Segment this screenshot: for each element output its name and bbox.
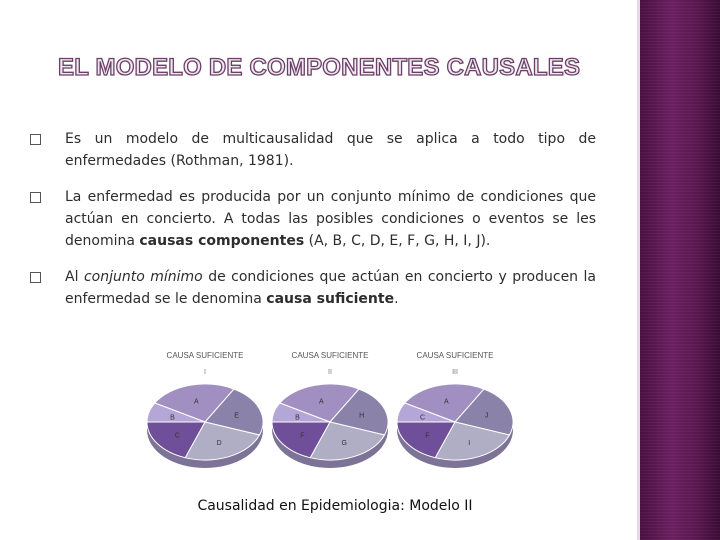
bullet-item-1 xyxy=(30,128,596,172)
slice-label: E xyxy=(234,412,239,420)
slice-label: F xyxy=(425,432,430,440)
pie-numeral: I xyxy=(204,369,206,376)
slice-label: C xyxy=(174,432,180,440)
slice-label: G xyxy=(341,440,347,447)
pie-numeral: II xyxy=(328,369,332,376)
bullet-square-icon xyxy=(30,134,41,145)
bullet-text-3-bold: causa suficiente xyxy=(266,291,395,307)
bullet-item-2 xyxy=(30,186,596,252)
bullet-text-3-post: . xyxy=(394,291,399,307)
slice-label: H xyxy=(359,412,365,420)
pie-title: CAUSA SUFICIENTE xyxy=(166,351,244,360)
slice-label: A xyxy=(443,398,449,406)
slice-label: A xyxy=(193,398,199,406)
slice-label: D xyxy=(216,440,222,447)
causal-pies-figure xyxy=(140,346,520,476)
bullet-text-1: Es un modelo de multicausalidad que se aplica a todo tipo de enfermedades (Rothman, 1981). xyxy=(65,131,596,169)
slice-label: C xyxy=(419,414,426,422)
bullet-square-icon xyxy=(30,272,41,283)
slice-label: J xyxy=(484,412,489,420)
figure-caption: Causalidad en Epidemiologia: Modelo II xyxy=(197,498,473,514)
slice-label: B xyxy=(170,414,175,422)
bullet-item-3 xyxy=(30,266,596,310)
bullet-list xyxy=(30,128,596,324)
bullet-text-3-mid: de condiciones que actúan en concierto y producen la enfermedad se le denomina xyxy=(65,269,596,307)
slice-label: F xyxy=(300,432,305,440)
slice-label: I xyxy=(468,440,471,447)
bullet-text-2-bold: causas componentes xyxy=(139,233,305,249)
pie-numeral: III xyxy=(452,369,458,376)
slice-label: A xyxy=(318,398,324,406)
slide-title: EL MODELO DE COMPONENTES CAUSALES xyxy=(58,54,581,81)
pie-title: CAUSA SUFICIENTE xyxy=(416,351,494,360)
bullet-square-icon xyxy=(30,192,41,203)
slice-label: B xyxy=(295,414,300,422)
bullet-text-2-post: (A, B, C, D, E, F, G, H, I, J). xyxy=(304,233,491,249)
pie-title: CAUSA SUFICIENTE xyxy=(291,351,369,360)
bullet-text-3-italic: conjunto mínimo xyxy=(83,269,203,285)
bullet-text-2-pre: La enfermedad es producida por un conjunto mínimo de condiciones que actúan en concierto. A todas las posibles condiciones o eventos se les denomina xyxy=(65,189,596,249)
bullet-text-3-pre: Al xyxy=(65,269,84,285)
